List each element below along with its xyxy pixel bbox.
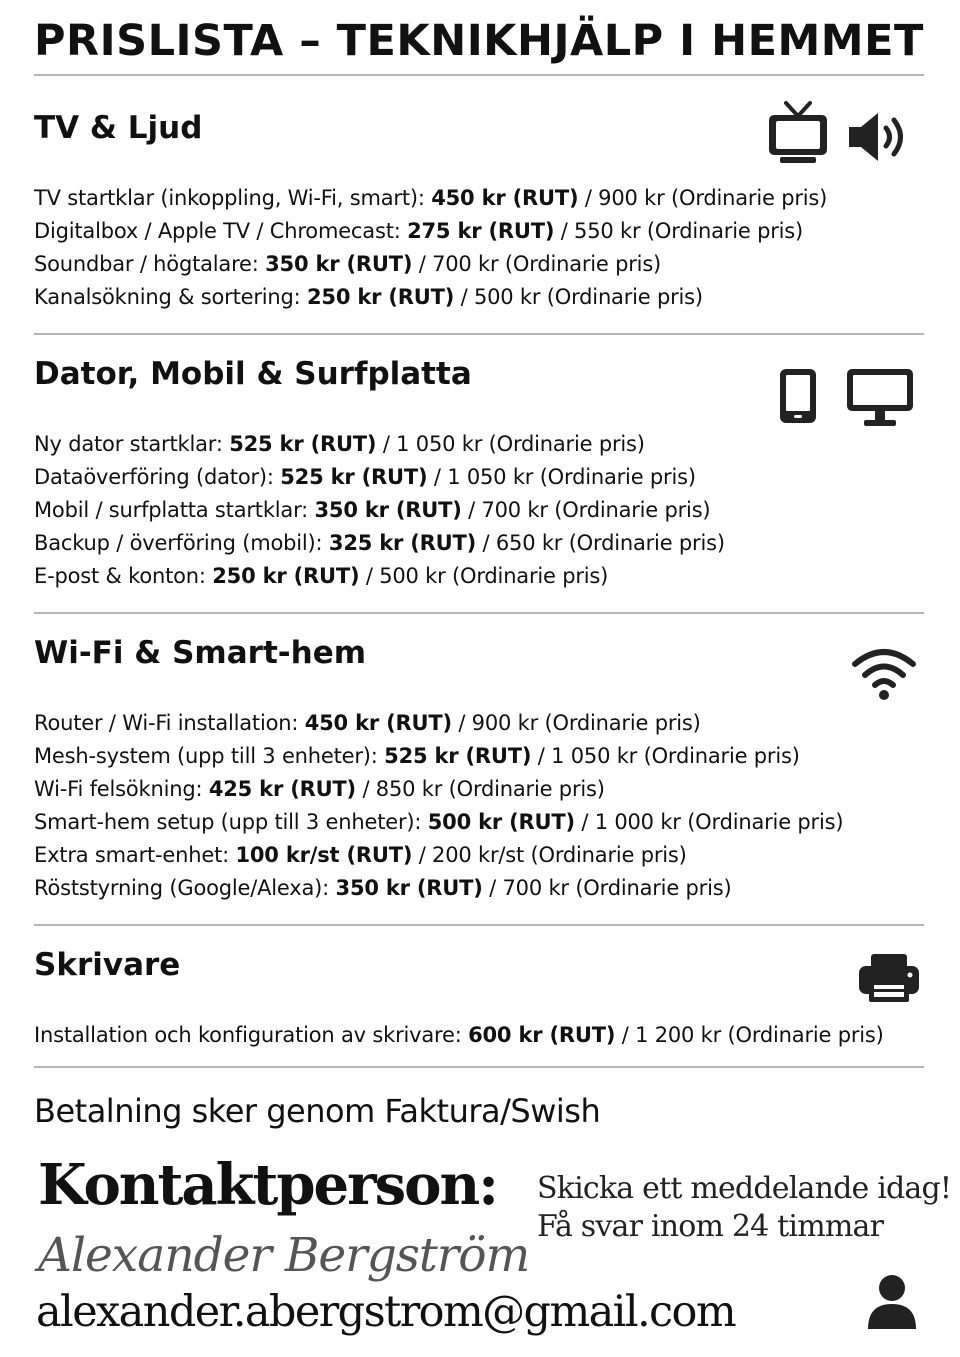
rut-price: 500 kr (RUT) [427,810,575,834]
service-label: Extra smart-enhet: [34,843,229,867]
payment-info: Betalning sker genom Faktura/Swish [34,1092,601,1130]
ordinary-price: / 700 kr (Ordinarie pris) [418,252,662,276]
price-item [34,215,827,248]
price-item [34,740,843,773]
price-list-tv-ljud [34,182,827,314]
service-label: Ny dator startklar: [34,432,223,456]
ordinary-price: / 1 050 kr (Ordinarie pris) [382,432,645,456]
ordinary-price: / 1 050 kr (Ordinarie pris) [433,465,696,489]
price-item [34,182,827,215]
price-item [34,461,725,494]
service-label: Röststyrning (Google/Alexa): [34,876,330,900]
price-list-dator-mobil [34,428,725,593]
divider [34,74,924,76]
rut-price: 350 kr (RUT) [335,876,483,900]
call-to-action [537,1170,951,1246]
price-item [34,560,725,593]
ordinary-price: / 900 kr (Ordinarie pris) [458,711,701,735]
price-item [34,773,843,806]
service-label: Wi-Fi felsökning: [34,777,203,801]
divider [34,924,924,926]
ordinary-price: / 500 kr (Ordinarie pris) [460,285,703,309]
rut-price: 250 kr (RUT) [212,564,360,588]
tv-icon [766,100,830,166]
rut-price: 450 kr (RUT) [431,186,579,210]
divider [34,612,924,614]
service-label: Digitalbox / Apple TV / Chromecast: [34,219,401,243]
rut-price: 525 kr (RUT) [280,465,428,489]
price-list-skrivare [34,1019,884,1052]
rut-price: 100 kr/st (RUT) [235,843,413,867]
section-heading-wifi-smarthem: Wi-Fi & Smart-hem [34,635,367,671]
price-item [34,527,725,560]
page-title: PRISLISTA – TEKNIKHJÄLP I HEMMET [34,16,924,66]
rut-price: 525 kr (RUT) [229,432,377,456]
service-label: Dataöverföring (dator): [34,465,274,489]
contact-name: Alexander Bergström [38,1228,530,1283]
service-label: TV startklar (inkoppling, Wi-Fi, smart): [34,186,425,210]
price-item [34,839,843,872]
ordinary-price: / 650 kr (Ordinarie pris) [482,531,725,555]
price-item [34,806,843,839]
ordinary-price: / 900 kr (Ordinarie pris) [584,186,828,210]
rut-price: 325 kr (RUT) [328,531,477,555]
section-heading-tv-ljud: TV & Ljud [34,110,203,146]
service-label: Mobil / surfplatta startklar: [34,498,309,522]
rut-price: 525 kr (RUT) [384,744,532,768]
desktop-icon [845,367,915,427]
price-item [34,428,725,461]
ordinary-price: / 850 kr (Ordinarie pris) [362,777,605,801]
cta-line-2: Få svar inom 24 timmar [537,1209,884,1244]
ordinary-price: / 700 kr (Ordinarie pris) [468,498,711,522]
ordinary-price: / 200 kr/st (Ordinarie pris) [418,843,687,867]
service-label: Installation och konfiguration av skrivare: [34,1023,462,1047]
ordinary-price: / 500 kr (Ordinarie pris) [365,564,609,588]
mobile-icon [778,367,818,425]
price-item [34,248,827,281]
price-item [34,872,843,905]
rut-price: 350 kr (RUT) [265,252,413,276]
rut-price: 425 kr (RUT) [208,777,356,801]
service-label: Smart-hem setup (upp till 3 enheter): [34,810,422,834]
service-label: E-post & konton: [34,564,206,588]
service-label: Mesh-system (upp till 3 enheter): [34,744,378,768]
cta-line-1: Skicka ett meddelande idag! [537,1171,952,1206]
person-icon [866,1274,918,1330]
ordinary-price: / 1 200 kr (Ordinarie pris) [621,1023,884,1047]
service-label: Router / Wi-Fi installation: [34,711,299,735]
ordinary-price: / 1 050 kr (Ordinarie pris) [537,744,800,768]
rut-price: 600 kr (RUT) [468,1023,616,1047]
price-item [34,707,843,740]
contact-heading: Kontaktperson: [38,1152,497,1218]
ordinary-price: / 550 kr (Ordinarie pris) [560,219,804,243]
printer-icon [856,952,922,1004]
price-item [34,1019,884,1052]
ordinary-price: / 1 000 kr (Ordinarie pris) [581,810,844,834]
contact-email[interactable]: alexander.abergstrom@gmail.com [36,1287,735,1337]
service-label: Soundbar / högtalare: [34,252,259,276]
service-label: Backup / överföring (mobil): [34,531,323,555]
section-heading-dator-mobil: Dator, Mobil & Surfplatta [34,356,472,392]
divider [34,1066,924,1068]
rut-price: 450 kr (RUT) [304,711,452,735]
price-item [34,494,725,527]
rut-price: 275 kr (RUT) [407,219,555,243]
wifi-icon [851,644,917,702]
rut-price: 350 kr (RUT) [314,498,462,522]
rut-price: 250 kr (RUT) [307,285,455,309]
price-item [34,281,827,314]
divider [34,333,924,335]
price-list-wifi-smarthem [34,707,843,905]
speaker-icon [846,110,912,164]
ordinary-price: / 700 kr (Ordinarie pris) [489,876,732,900]
section-heading-skrivare: Skrivare [34,947,181,983]
service-label: Kanalsökning & sortering: [34,285,301,309]
